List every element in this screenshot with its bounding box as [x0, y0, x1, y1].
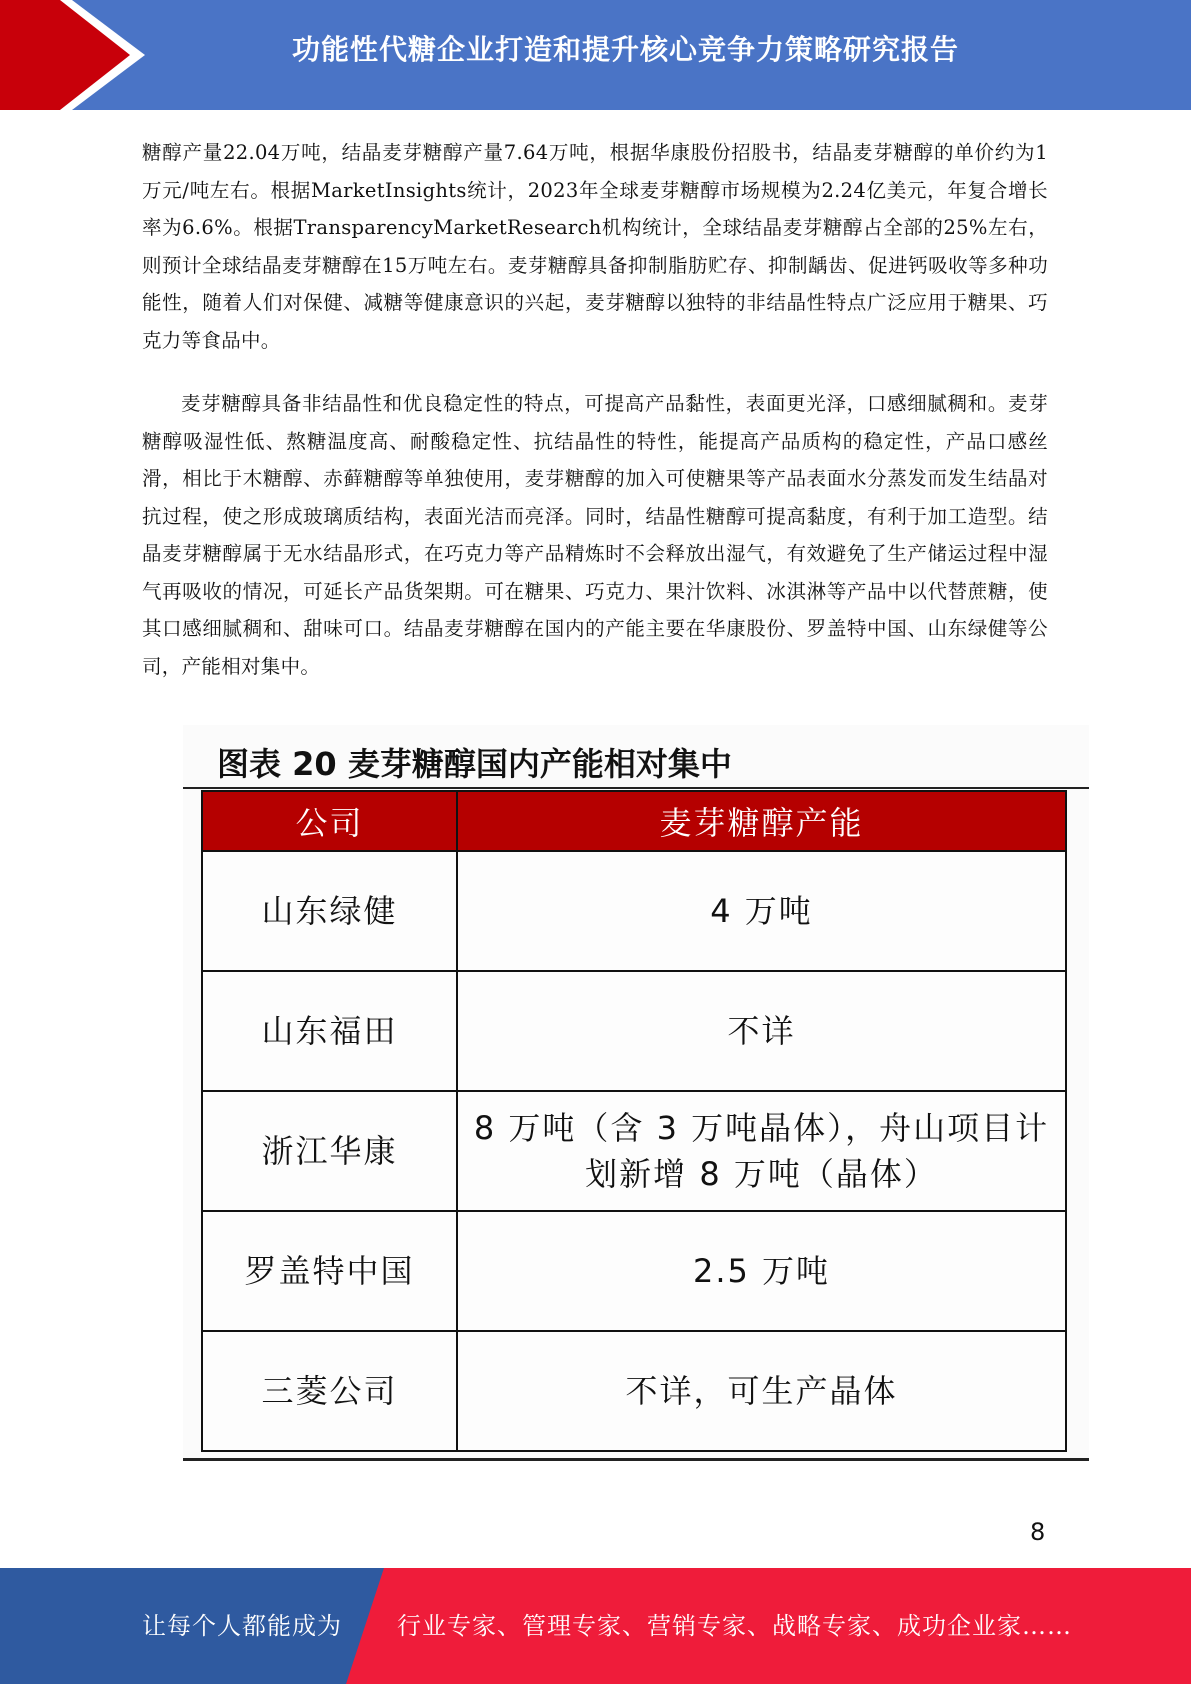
capacity-cell: 8 万吨（含 3 万吨晶体），舟山项目计划新增 8 万吨（晶体） — [457, 1091, 1066, 1211]
paragraph-1: 糖醇产量22.04万吨，结晶麦芽糖醇产量7.64万吨，根据华康股份招股书，结晶麦芽糖醇的单价约为1万元/吨左右。根据MarketInsights统计，2023年全球麦芽糖醇市场规模为2.24亿美元，年复合增长率为6.6%。根据TransparencyMarketResearch机构统计，全球结晶麦芽糖醇占全部的25%左右，则预计全球结晶麦芽糖醇在15万吨左右。麦芽糖醇具备抑制脂肪贮存、抑制龋齿、促进钙吸收等多种功能性，随着人们对保健、减糖等健康意识的兴起，麦芽糖醇以独特的非结晶性特点广泛应用于糖果、巧克力等食品中。 — [142, 141, 1048, 352]
company-cell: 山东绿健 — [202, 851, 457, 971]
table-row — [202, 1091, 1066, 1211]
table-row — [202, 1211, 1066, 1331]
footer-slogan-left: 让每个人都能成为 — [142, 1612, 342, 1640]
table-row — [202, 1331, 1066, 1451]
company-cell: 浙江华康 — [202, 1091, 457, 1211]
company-cell: 三菱公司 — [202, 1331, 457, 1451]
table-row — [202, 971, 1066, 1091]
table-row — [202, 851, 1066, 971]
header-capacity: 麦芽糖醇产能 — [457, 791, 1066, 851]
page-number: 8 — [1030, 1518, 1046, 1546]
report-title: 功能性代糖企业打造和提升核心竞争力策略研究报告 — [291, 33, 959, 66]
figure-20 — [183, 725, 1089, 1460]
company-cell: 罗盖特中国 — [202, 1211, 457, 1331]
figure-bottom-rule — [183, 1458, 1089, 1461]
capacity-cell: 4 万吨 — [457, 851, 1066, 971]
page-footer — [0, 1568, 1191, 1684]
capacity-cell: 2.5 万吨 — [457, 1211, 1066, 1331]
table-header-row — [202, 791, 1066, 851]
capacity-cell: 不详 — [457, 971, 1066, 1091]
body-text — [142, 134, 1048, 685]
capacity-table — [201, 790, 1067, 1452]
figure-top-rule — [183, 787, 1089, 789]
figure-title: 图表 20 麦芽糖醇国内产能相对集中 — [217, 745, 732, 783]
footer-slogan-right: 行业专家、管理专家、营销专家、战略专家、成功企业家…… — [397, 1612, 1072, 1640]
page-header — [0, 0, 1191, 110]
company-cell: 山东福田 — [202, 971, 457, 1091]
header-company: 公司 — [202, 791, 457, 851]
paragraph-2: 麦芽糖醇具备非结晶性和优良稳定性的特点，可提高产品黏性，表面更光泽，口感细腻稠和。麦芽糖醇吸湿性低、熬糖温度高、耐酸稳定性、抗结晶性的特性，能提高产品质构的稳定性，产品口感丝滑，相比于木糖醇、赤藓糖醇等单独使用，麦芽糖醇的加入可使糖果等产品表面水分蒸发而发生结晶对抗过程，使之形成玻璃质结构，表面光洁而亮泽。同时，结晶性糖醇可提高黏度，有利于加工造型。结晶麦芽糖醇属于无水结晶形式，在巧克力等产品精炼时不会释放出湿气，有效避免了生产储运过程中湿气再吸收的情况，可延长产品货架期。可在糖果、巧克力、果汁饮料、冰淇淋等产品中以代替蔗糖，使其口感细腻稠和、甜味可口。结晶麦芽糖醇在国内的产能主要在华康股份、罗盖特中国、山东绿健等公司，产能相对集中。 — [142, 392, 1048, 678]
capacity-cell: 不详，可生产晶体 — [457, 1331, 1066, 1451]
